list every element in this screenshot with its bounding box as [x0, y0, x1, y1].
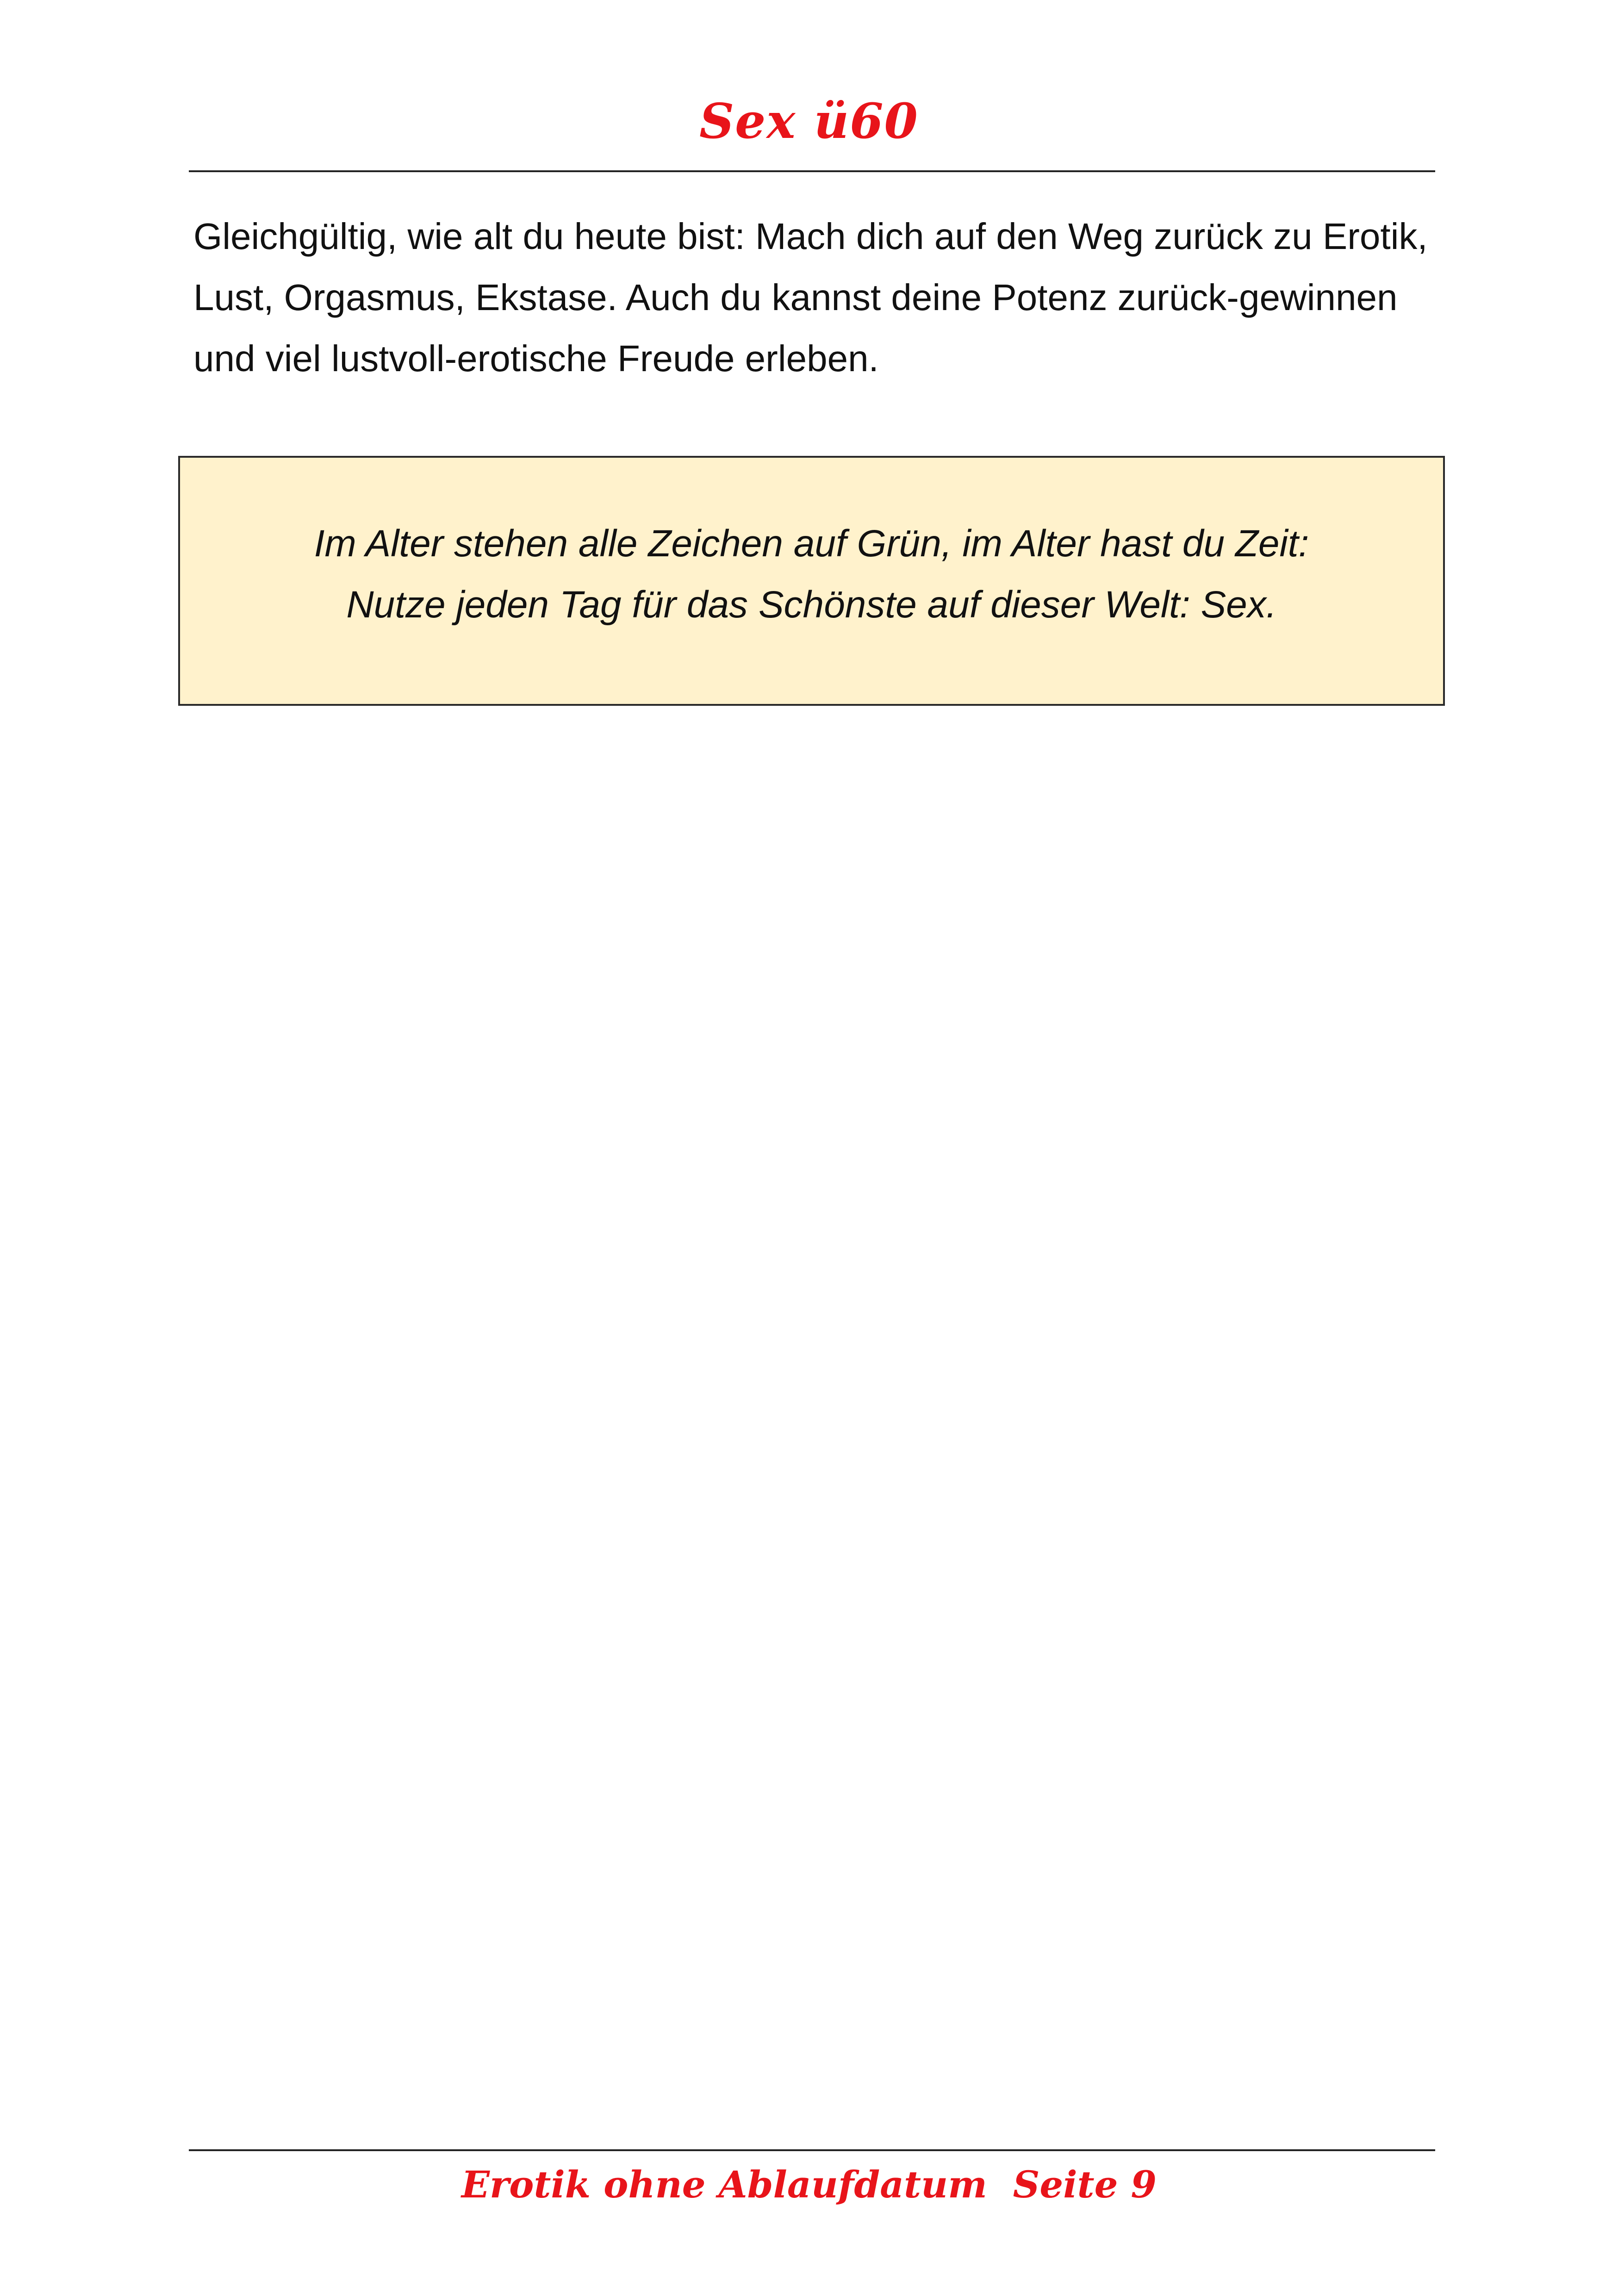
quote-line-2: Nutze jeden Tag für das Schönste auf dieser Welt: Sex. [346, 584, 1277, 626]
intro-paragraph: Gleichgültig, wie alt du heute bist: Mach dich auf den Weg zurück zu Erotik, Lust, Orgasmus, Ekstase. Auch du kannst deine Potenz zurück-gewinnen und viel lustvoll-erotische Freude erleben. [193, 216, 1428, 379]
footer-divider [189, 2149, 1435, 2151]
quote-line-1: Im Alter stehen alle Zeichen auf Grün, im Alter hast du Zeit: [314, 523, 1309, 565]
footer-book-title: Erotik ohne Ablaufdatum [461, 2163, 987, 2206]
header-divider [189, 170, 1435, 172]
quote-box [178, 456, 1445, 706]
page-title: Sex ü60 [699, 93, 919, 149]
footer-page-number: Seite 9 [1013, 2163, 1157, 2206]
page-footer [0, 2162, 1618, 2207]
